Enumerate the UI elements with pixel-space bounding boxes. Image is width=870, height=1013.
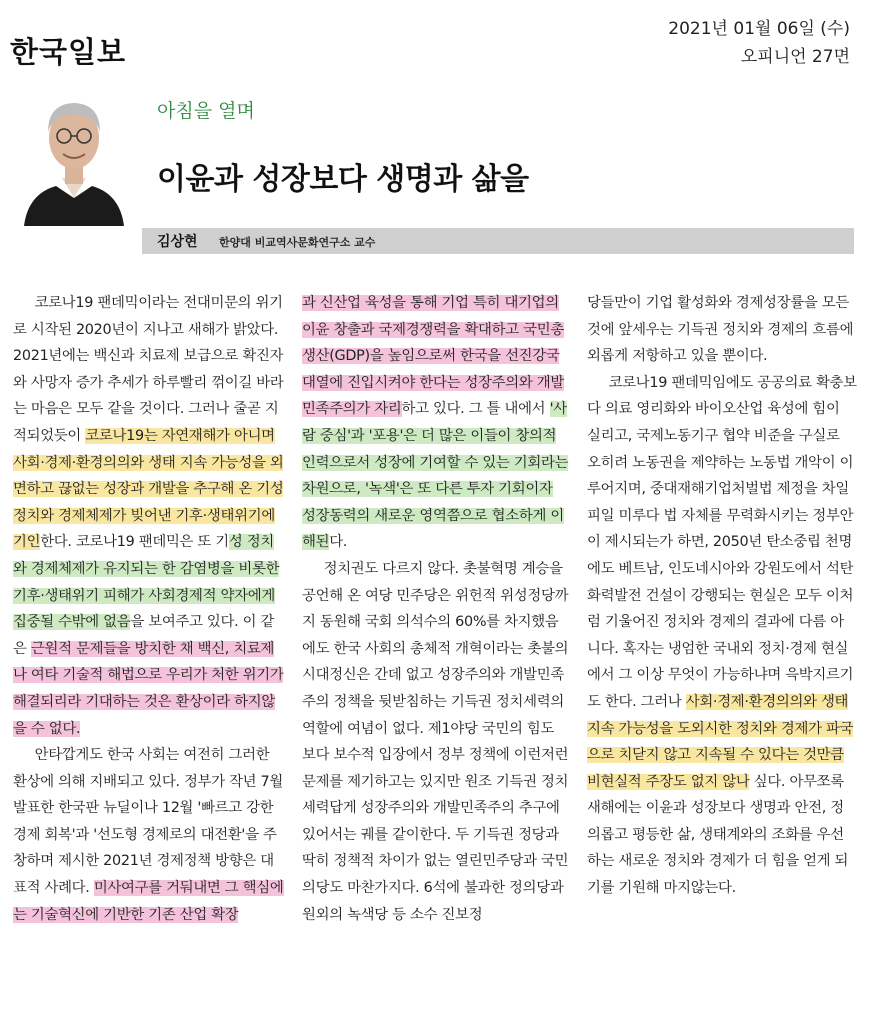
author-portrait: [18, 86, 130, 226]
article-headline: 이윤과 성장보다 생명과 삶을: [157, 162, 529, 197]
body-text: 안타깝게도 한국 사회는 여전히 그러한 환상에 의해 지배되고 있다. 정부가 작년 7월 발표한 한국판 뉴딜이나 12월 '빠르고 강한 경제 회복'과 '선도형 경제로의 대전환'을 주창하며 제시한 2021년 경제정책 방향은 대표적 사례다.: [13, 747, 284, 897]
paragraph: [587, 370, 857, 902]
body-text: 코로나19 팬데믹임에도 공공의료 확충보다 의료 영리화와 바이오산업 육성에 힘이 실리고, 국제노동기구 협약 비준을 구실로 오히려 노동권을 제약하는 노동법 개악이 이루어지며, 중대재해기업처벌법 제정을 차일피일 미루다 법 자체를 무력화시키는 정부안이 제시되는가 하면, 2050년 탄소중립 천명에도 베트남, 인도네시아와 강원도에서 석탄화력발전 건설이 강행되는 현실은 모두 이처럼 기울어진 정치와 경제의 결과에 다름 아니다. 혹자는 냉엄한 국내외 정치·경제 현실에서 그 이상 무엇이 가능하냐며 윽박지르기도 한다. 그러나: [587, 374, 857, 710]
highlight-yellow: 사회·경제·환경의의와 생태 지속 가능성을 도외시한 정치와 경제가 파국으로 치닫지 않고 지속될 수 있다는 것만큼 비현실적 주장도 없지 않나: [587, 693, 854, 790]
paragraph: [302, 290, 570, 556]
article-column-1: [13, 290, 286, 928]
author-name: 김상현: [157, 234, 198, 250]
highlight-pink: 미사여구를 거둬내면 그 핵심에는 기술혁신에 기반한 기존 산업 확장: [13, 880, 284, 923]
highlight-yellow: 코로나19는 자연재해가 아니며 사회·경제·환경의의와 생태 지속 가능성을 외면하고 끊없는 성장과 개발을 추구해 온 기성 정치와 경제체제가 빚어낸 기후·생태위기에 기인: [13, 427, 284, 551]
body-text: 당들만이 기업 활성화와 경제성장률을 모든 것에 앞세우는 기득권 정치와 경제의 흐름에 외롭게 저항하고 있을 뿐이다.: [587, 295, 854, 365]
highlight-pink: 근원적 문제들을 방치한 채 백신, 치료제나 여타 기술적 해법으로 우리가 처한 위기가 해결되리라 기대하는 것은 환상이라 하지않을 수 없다.: [13, 640, 284, 737]
section-page: 오피니언 27면: [740, 47, 850, 67]
body-text: 하고 있다. 그 틀 내에서: [401, 401, 550, 418]
body-text: 싶다. 아무쪼록 새해에는 이윤과 성장보다 생명과 안전, 정의롭고 평등한 삶, 생태계와의 조화를 우선하는 새로운 정치와 경제가 더 힘을 얻게 되기를 기원해 마지않는다.: [587, 773, 849, 897]
author-affiliation: 한양대 비교역사문화연구소 교수: [219, 236, 376, 249]
paragraph: [13, 290, 286, 742]
paragraph: [302, 556, 570, 928]
highlight-green: 성 정치와 경제체제가 유지되는 한 감염병을 비롯한 기후·생태위기 피해가 사회경제적 약자에게 집중될 수밖에 없음: [13, 534, 280, 631]
paragraph: [587, 290, 857, 370]
newspaper-masthead: 한국일보: [10, 35, 127, 69]
body-text: 을 보여주고 있다. 이 같은: [13, 614, 275, 657]
body-text: 코로나19 팬데믹이라는 전대미문의 위기로 시작된 2020년이 지나고 새해가 밝았다. 2021년에는 백신과 치료제 보급으로 확진자와 사망자 증가 추세가 하루빨리 꺾이길 바라는 마음은 모두 같을 것이다. 그러나 줄곧 지적되었듯이: [13, 295, 284, 444]
article-column-3: [587, 290, 857, 902]
highlight-pink: 과 신산업 육성을 통해 기업 특히 대기업의 이윤 창출과 국제경쟁력을 확대하고 국민총생산(GDP)을 높임으로써 한국을 선진강국 대열에 진입시켜야 한다는 성장주의와 개발민족주의가 자리: [302, 295, 564, 418]
article-column-2: [302, 290, 570, 928]
highlight-green: '사람 중심'과 '포용'은 더 많은 이들이 창의적 인력으로서 성장에 기여할 수 있는 기회라는 차원으로, '녹색'은 또 다른 투자 기회이자 성장동력의 새로운 영역쯤으로 협소하게 이해된: [302, 401, 569, 551]
paragraph: [13, 742, 286, 928]
body-text: 한다. 코로나19 팬데믹은 또 기: [40, 534, 229, 551]
publication-date: 2021년 01월 06일 (수): [668, 19, 850, 39]
body-text: 정치권도 다르지 않다. 촛불혁명 계승을 공언해 온 여당 민주당은 위헌적 위성정당까지 동원해 국회 의석수의 60%를 차지했음에도 한국 사회의 총체적 개혁이라는 촛불의 시대정신은 간데 없고 성장주의와 개발민족주의 정책을 뒷받침하는 기득권 정치세력의 역할에 여념이 없다. 제1야당 국민의 힘도 보다 보수적 입장에서 정부 정책에 이런저런 문제를 제기하고는 있지만 원조 기득권 정치세력답게 성장주의와 개발민족주의 추구에 있어서는 궤를 같이한다. 두 기득권 정당과 딱히 정책적 차이가 없는 열린민주당과 국민의당도 마찬가지다. 6석에 불과한 정의당과 원외의 녹색당 등 소수 진보정: [302, 560, 569, 923]
body-text: 다.: [329, 534, 348, 551]
column-series-title: 아침을 열며: [157, 100, 255, 122]
